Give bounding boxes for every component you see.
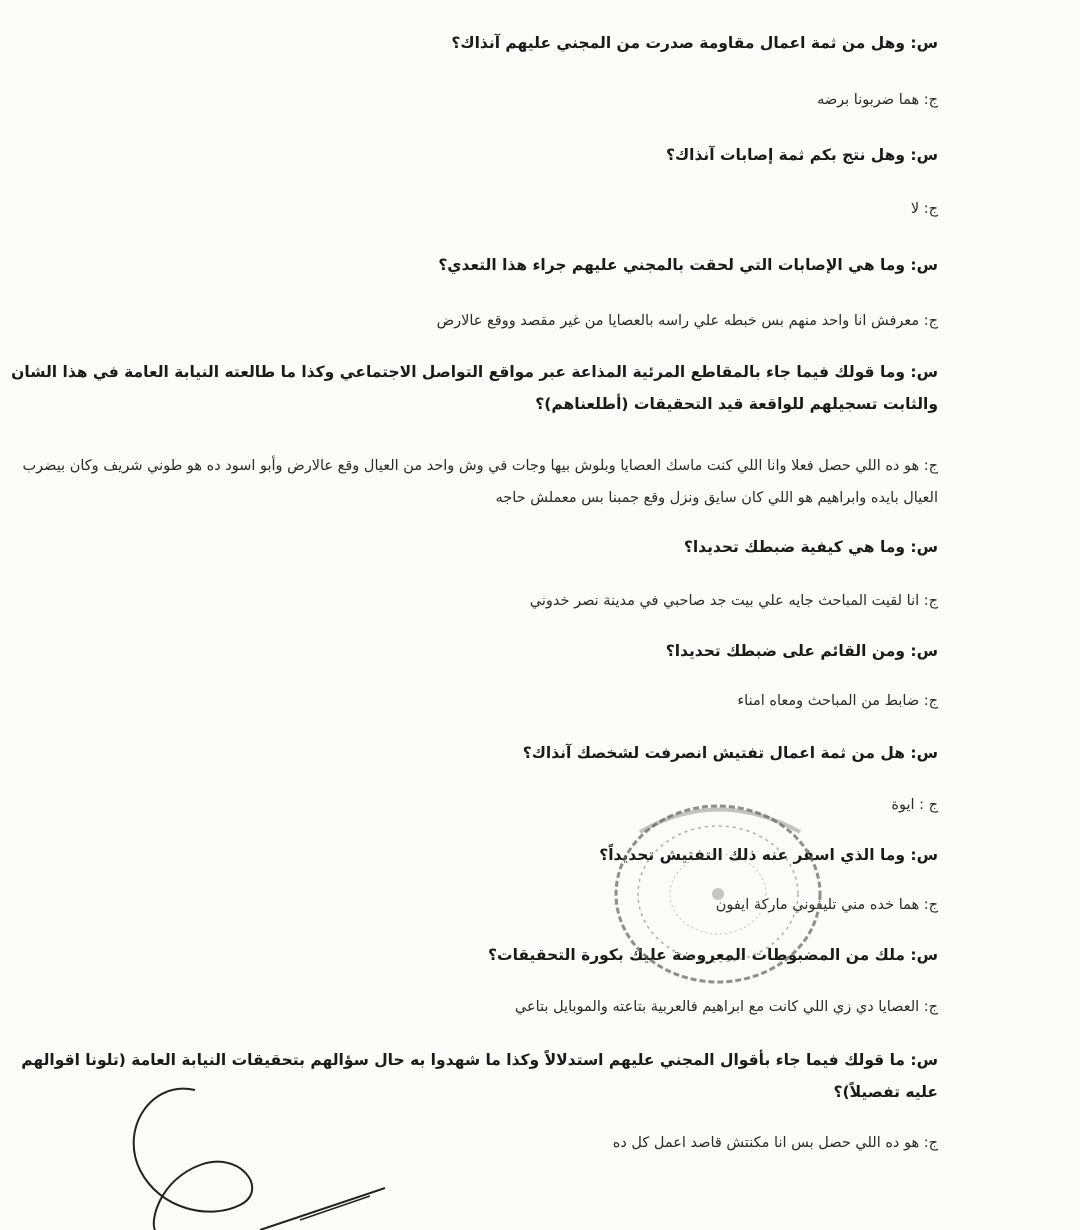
question-5: س: وما هي كيفية ضبطك تحديدا؟	[683, 538, 938, 556]
answer-2: ج: لا	[910, 201, 938, 217]
answer-10: ج: هو ده اللي حصل بس انا مكنتش قاصد اعمل كل ده	[612, 1135, 938, 1151]
question-7: س: هل من ثمة اعمال تفتيش انصرفت لشخصك آنذاك؟	[522, 744, 938, 762]
question-10: س: ما قولك فيما جاء بأقوال المجني عليهم استدلالاً وكذا ما شهدوا به حال سؤالهم بتحقيقات النيابة العامة (تلونا اقوالهم عليه تفصيلاً)؟	[21, 1051, 938, 1101]
answer-4: ج: هو ده اللي حصل فعلا وانا اللي كنت ماسك العصايا وبلوش بيها وجات في وش واحد من العيال وقع عالارض وأبو اسود ده هو طوني شريف وكان بيضرب العيال بايده وابراهيم هو اللي كان سايق ونزل وقع جمبنا بس معملش حاجه	[22, 458, 938, 506]
question-8: س: وما الذي اسفر عنه ذلك التفتيش تحديداً؟	[599, 846, 938, 864]
question-1: س: وهل من ثمة اعمال مقاومة صدرت من المجني عليهم آنذاك؟	[451, 34, 938, 52]
answer-5: ج: انا لقيت المباحث جايه علي بيت جد صاحبي في مدينة نصر خدوني	[529, 593, 938, 609]
official-stamp-icon	[600, 792, 830, 992]
answer-1: ج: هما ضربونا برضه	[817, 92, 938, 108]
answer-3: ج: معرفش انا واحد منهم بس خبطه علي راسه بالعصايا من غير مقصد ووقع عالارض	[436, 313, 938, 329]
answer-8: ج: هما خده مني تليفوني ماركة ايفون	[715, 897, 938, 913]
answer-9: ج: العصايا دي زي اللي كانت مع ابراهيم فالعربية بتاعته والموبايل بتاعي	[514, 999, 938, 1015]
answer-6: ج: ضابط من المباحث ومعاه امناء	[737, 693, 938, 709]
question-4: س: وما قولك فيما جاء بالمقاطع المرئية المذاعة عبر مواقع التواصل الاجتماعي وكذا ما طالعته النيابة العامة في هذا الشان والثابت تسجيلهم للواقعة قيد التحقيقات (أطلعناهم)؟	[11, 363, 938, 413]
question-2: س: وهل نتج بكم ثمة إصابات آنذاك؟	[665, 146, 938, 164]
answer-7: ج : ايوة	[891, 797, 938, 813]
question-9: س: ملك من المضبوطات المعروضة عليك بكورة التحقيقات؟	[488, 946, 938, 964]
question-6: س: ومن القائم على ضبطك تحديدا؟	[665, 642, 938, 660]
signature-icon	[0, 1070, 420, 1230]
question-3: س: وما هي الإصابات التي لحقت بالمجني عليهم جراء هذا التعدي؟	[438, 256, 938, 274]
